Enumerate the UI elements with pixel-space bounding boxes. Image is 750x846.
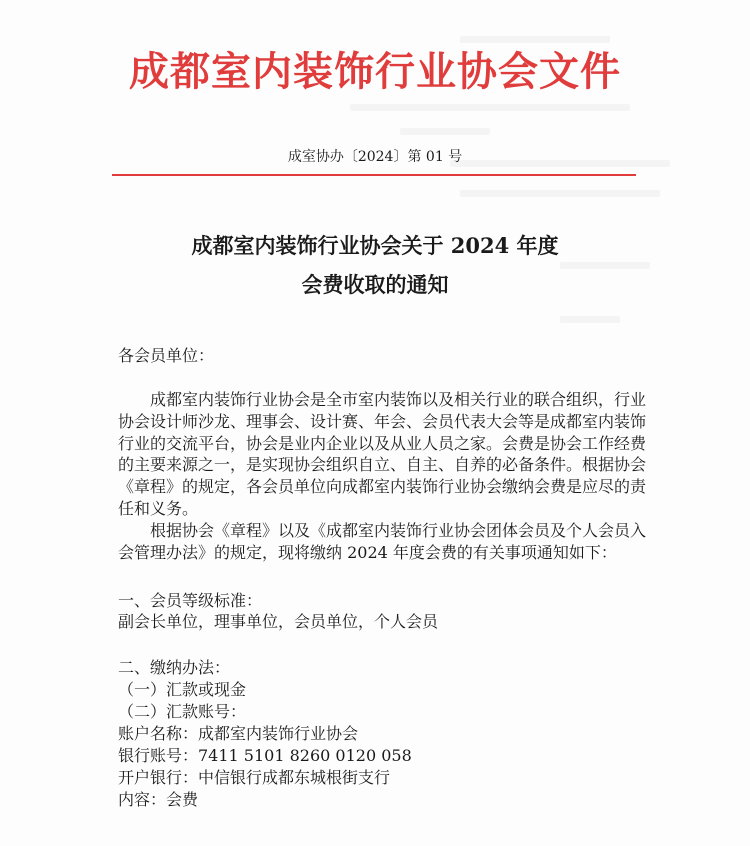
paragraph-basis: 根据协会《章程》以及《成都室内装饰行业协会团体会员及个人会员入会管理办法》的规定，现将缴纳 2024 年度会费的有关事项通知如下： [118,521,647,562]
account-name: 账户名称：成都室内装饰行业协会 [118,724,359,743]
payment-purpose: 内容：会费 [118,790,199,809]
section1-heading: 一、会员等级标准： [118,591,263,610]
bank-name: 开户银行：中信银行成都东城根街支行 [118,768,391,787]
document-number: 成室协办〔2024〕第 01 号 [287,149,463,165]
show-through-mark [460,190,660,197]
member-levels: 副会长单位，理事单位，会员单位，个人会员 [118,612,439,631]
payment-method-2: （二）汇款账号： [118,702,247,721]
notice-title-line2: 会费收取的通知 [301,272,449,297]
header-divider [112,174,636,176]
show-through-mark [400,128,490,135]
document-header-title: 成都室内装饰行业协会文件 [129,49,621,95]
show-through-mark [560,316,620,323]
section2-heading: 二、缴纳办法： [118,658,231,677]
notice-title-line1: 成都室内装饰行业协会关于 2024 年度 [191,233,559,258]
paragraph-intro: 成都室内装饰行业协会是全市室内装饰以及相关行业的联合组织，行业协会设计师沙龙、理事会、设计赛、年会、会员代表大会等是成都室内装饰行业的交流平台，协会是业内企业以及从业人员之家。会费是协会工作经费的主要来源之一，是实现协会组织自立、自主、自养的必备条件。根据协会《章程》的规定，各会员单位向成都室内装饰行业协会缴纳会费是应尽的责任和义务。 [118,390,647,518]
show-through-mark [460,36,610,43]
account-number: 银行账号：7411 5101 8260 0120 058 [118,746,412,765]
show-through-mark [560,262,650,269]
payment-method-1: （一）汇款或现金 [118,680,247,699]
show-through-mark [350,104,630,111]
salutation: 各会员单位： [118,346,215,365]
